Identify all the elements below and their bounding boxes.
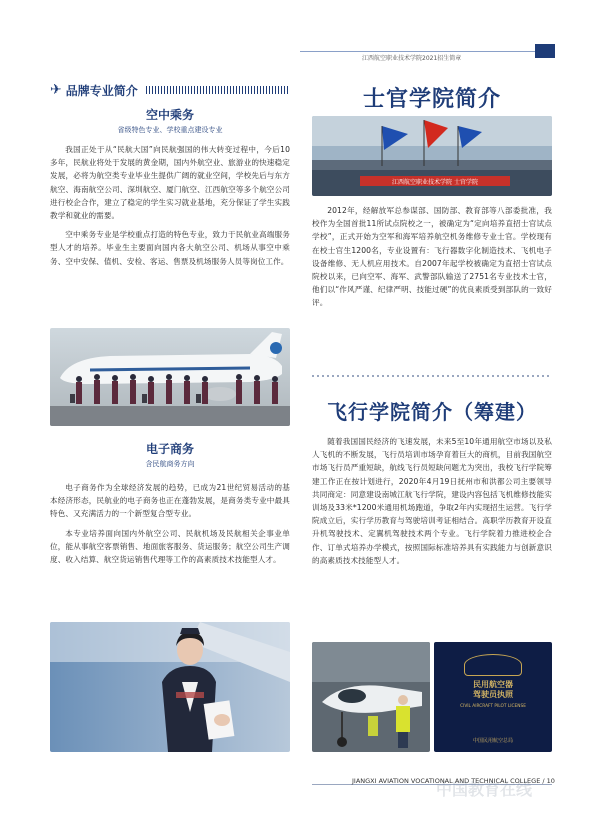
- header-school-line: 江西航空职业技术学院2021招生简章: [362, 55, 462, 62]
- dotted-divider: [312, 375, 552, 377]
- footer-text: JIANGXI AVIATION VOCATIONAL AND TECHNICAL COLLEGE / 10: [352, 777, 555, 785]
- license-english: CIVIL AIRCRAFT PILOT LICENSE: [460, 704, 526, 709]
- nco-text-block: [312, 200, 552, 310]
- heading-stripe: [146, 86, 290, 94]
- paragraph: 随着我国国民经济的飞速发展，未来5至10年通用航空市场以及私人飞机的不断发展，飞行员培训市场孕育着巨大的商机，目前我国航空市场飞行员严重短缺，航线飞行员短缺问题尤为突出，我校飞行学院筹建工作正在按计划进行，2020年4月19日抚州市和洪都公司主要领导共同商定：同意建设南城江航飞行学院，建设内容包括飞机维修技能实训场及33米*1200米通用机场跑道，争取2年内实现招生运营。飞行学院成立后，实行学历教育与驾驶培训考证相结合。高职学历教育开设直升机驾驶技术、定翼机驾驶技术两个专业。飞行学院着力推进校企合作、订单式培养办学模式，按照国际标准培养具有实践能力与创新意识的高素质技术技能型人才。: [312, 437, 552, 565]
- pilot-license-photo: [434, 642, 552, 752]
- paragraph: 电子商务作为全球经济发展的趋势，已成为21世纪贸易活动的基本经济形态，民航业的电子商务也正在蓬勃发展，是商务类专业中最具特色、又充满活力的一个新型复合型专业。: [50, 483, 290, 519]
- header-tab: [535, 44, 555, 58]
- header-rule: [300, 51, 540, 52]
- flight-college-block: [312, 396, 552, 567]
- left-column: [50, 80, 290, 268]
- parade-photo: [312, 116, 552, 196]
- paragraph: 2012年，经解放军总参谋部、国防部、教育部等八部委批准，我校作为全国首批11所试点院校之一，被确定为“定向培养直招士官试点学校”，正式开始为空军和海军培养航空机务维修专业士官。学校现有在校士官生1200名，专业设置有：飞行器数字化制造技术、飞机电子设备维修、无人机应用技术。自2007年起学校被确定为直招士官试点院校以来，已向空军、海军、武警部队输送了2751名专业技术士官，他们以“作风严谨、纪律严明、技能过硬”的优良素质受到部队的一致好评。: [312, 206, 552, 308]
- paragraph: 空中乘务专业是学校重点打造的特色专业，致力于民航业高端服务型人才的培养。毕业生主要面向国内各大航空公司、机场从事空中乘务、空中安保、值机、安检、客运、售票及机场服务人员等岗位工作。: [50, 230, 290, 266]
- major-title-ecommerce: 电子商务: [145, 442, 194, 456]
- major-caption-cabin-crew: 省级特色专业、学校重点建设专业: [117, 126, 223, 134]
- attendant-photo: [50, 622, 290, 752]
- paragraph: 本专业培养面向国内外航空公司、民航机场及民航相关企事业单位，能从事航空客票销售、地面旅客服务、货运服务；航空公司生产调度、收入结算、航空货运销售代理等工作的高素质技术技能型人才。: [50, 528, 290, 565]
- license-authority: 中国民用航空总局: [472, 738, 513, 744]
- jet-maintenance-photo: [312, 642, 430, 752]
- left-column-lower: [50, 434, 290, 566]
- watermark: 中国教育在线: [436, 780, 533, 799]
- title-nco-college: 士官学院简介: [362, 87, 501, 112]
- section-heading: [50, 80, 290, 100]
- license-title: 民用航空器 驾驶员执照: [473, 680, 513, 699]
- crew-photo: [50, 328, 290, 426]
- airplane-icon: ✈: [50, 82, 62, 98]
- major-caption-ecommerce: 含民航商务方向: [145, 460, 195, 468]
- major-title-cabin-crew: 空中乘务: [145, 108, 194, 122]
- parade-banner-text: 江西航空职业技术学院 士官学院: [392, 179, 478, 186]
- section-title: 品牌专业简介: [65, 83, 138, 98]
- right-column: [312, 80, 552, 113]
- title-flight-college: 飞行学院简介（筹建）: [327, 400, 537, 424]
- paragraph: 我国正处于从“民航大国”向民航强国的伟大转变过程中，今后10多年，民航业将处于发展的黄金期，国内外航空业、旅游业的快速稳定发展，必将为航空类专业毕业生提供广阔的就业空间，学校先后与东方航空、海南航空公司、深圳航空、厦门航空、江西航空等多个航空公司进行校企合作，建立了稳定的学生实习就业基地，充分保证了学生实践教学和就业的需要。: [50, 145, 290, 221]
- emblem-icon: [464, 654, 522, 676]
